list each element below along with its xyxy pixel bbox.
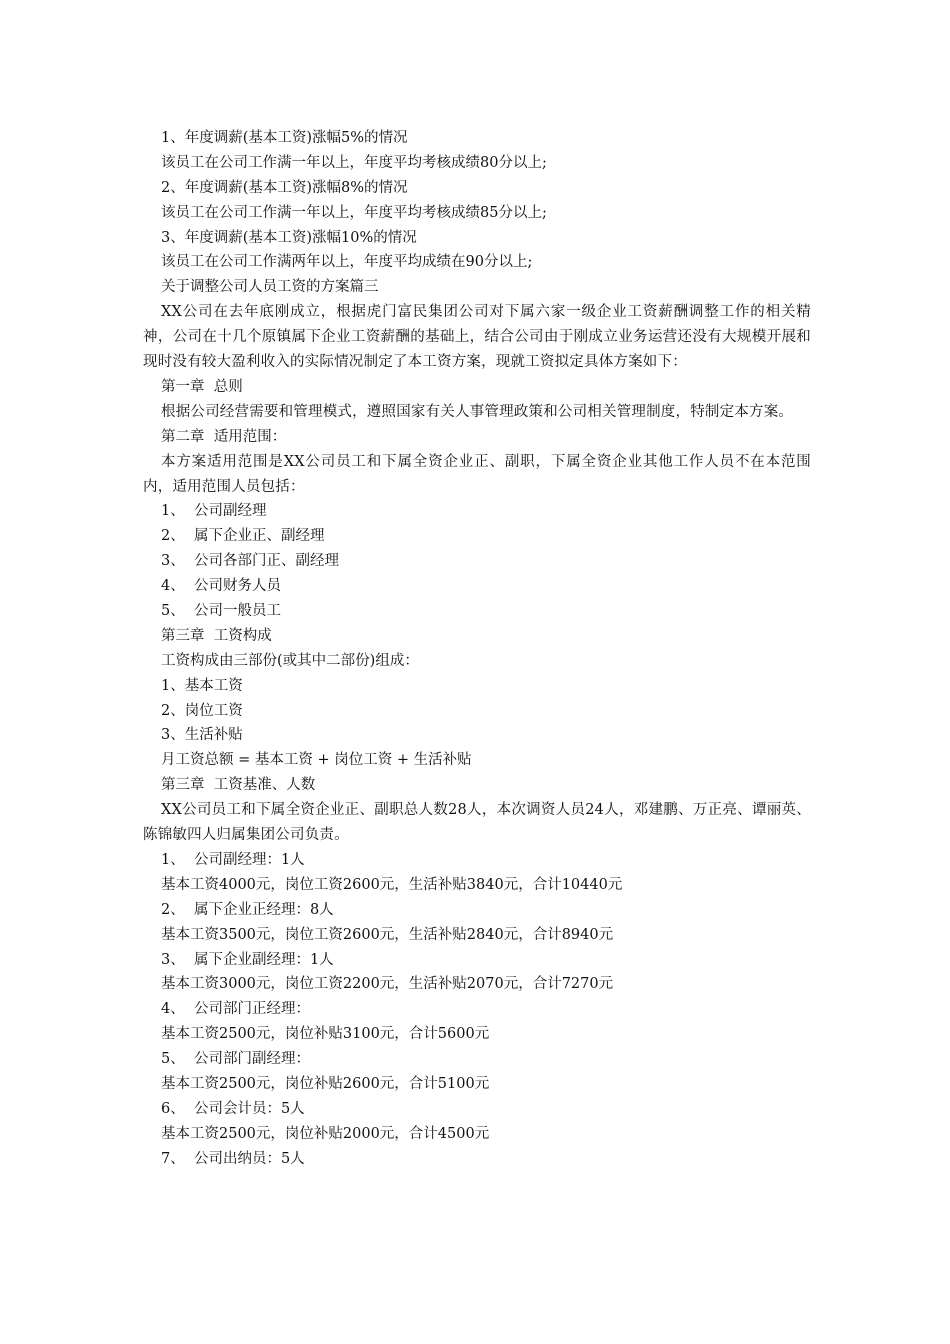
salary-detail: 基本工资2500元，岗位补贴2600元，合计5100元 — [161, 1075, 490, 1092]
list-item: 5、 公司一般员工 — [161, 603, 281, 620]
chapter-heading: 第三章 工资构成 — [161, 627, 272, 644]
list-item: 5、 公司部门副经理： — [161, 1051, 310, 1068]
list-item: 3、 公司各部门正、副经理 — [161, 553, 339, 570]
salary-detail: 基本工资2500元，岗位补贴3100元，合计5600元 — [161, 1026, 490, 1043]
document-body — [143, 126, 811, 1172]
list-item: 2、岗位工资 — [161, 702, 243, 719]
section-title: 关于调整公司人员工资的方案篇三 — [161, 279, 379, 296]
salary-detail: 基本工资3500元，岗位工资2600元，生活补贴2840元，合计8940元 — [161, 926, 614, 943]
list-item: 1、 公司副经理：1人 — [161, 851, 305, 868]
list-item: 2、 属下企业正、副经理 — [161, 528, 325, 545]
list-item: 6、 公司会计员：5人 — [161, 1100, 305, 1117]
text-line: 工资构成由三部份(或其中二部份)组成： — [161, 652, 419, 669]
list-item: 7、 公司出纳员：5人 — [161, 1150, 305, 1167]
text-line: 2、年度调薪(基本工资)涨幅8%的情况 — [161, 179, 408, 196]
salary-detail: 基本工资2500元，岗位补贴2000元，合计4500元 — [161, 1125, 490, 1142]
paragraph-general: 根据公司经营需要和管理模式，遵照国家有关人事管理政策和公司相关管理制度，特制定本方案。 — [161, 403, 794, 420]
list-item: 4、 公司部门正经理： — [161, 1001, 310, 1018]
text-line: 该员工在公司工作满一年以上，年度平均考核成绩85分以上; — [161, 204, 547, 221]
salary-detail: 基本工资3000元，岗位工资2200元，生活补贴2070元，合计7270元 — [161, 976, 614, 993]
salary-detail: 基本工资4000元，岗位工资2600元，生活补贴3840元，合计10440元 — [161, 876, 623, 893]
text-line: 3、年度调薪(基本工资)涨幅10%的情况 — [161, 229, 417, 246]
paragraph-scope: 本方案适用范围是XX公司员工和下属全资企业正、副职，下属全资企业其他工作人员不在本范围内，适用范围人员包括： — [143, 453, 811, 495]
list-item: 2、 属下企业正经理：8人 — [161, 901, 334, 918]
chapter-heading: 第二章 适用范围： — [161, 428, 287, 445]
list-item: 4、 公司财务人员 — [161, 578, 281, 595]
chapter-heading: 第三章 工资基准、人数 — [161, 777, 316, 794]
text-line: 该员工在公司工作满两年以上，年度平均成绩在90分以上; — [161, 254, 533, 271]
formula-line: 月工资总额 = 基本工资 + 岗位工资 + 生活补贴 — [161, 752, 472, 769]
list-item: 3、生活补贴 — [161, 727, 243, 744]
list-item: 1、 公司副经理 — [161, 503, 267, 520]
chapter-heading: 第一章 总则 — [161, 378, 243, 395]
list-item: 1、基本工资 — [161, 677, 243, 694]
paragraph-intro: XX公司在去年底刚成立，根据虎门富民集团公司对下属六家一级企业工资薪酬调整工作的相关精神，公司在十几个原镇属下企业工资薪酬的基础上，结合公司由于刚成立业务运营还没有大规模开展和现时没有较大盈利收入的实际情况制定了本工资方案，现就工资拟定具体方案如下： — [143, 304, 811, 371]
text-line: 该员工在公司工作满一年以上，年度平均考核成绩80分以上; — [161, 154, 547, 171]
paragraph-headcount: XX公司员工和下属全资企业正、副职总人数28人，本次调资人员24人，邓建鹏、万正亮、谭丽英、陈锦敏四人归属集团公司负责。 — [143, 802, 811, 844]
list-item: 3、 属下企业副经理：1人 — [161, 951, 334, 968]
text-line: 1、年度调薪(基本工资)涨幅5%的情况 — [161, 130, 408, 146]
